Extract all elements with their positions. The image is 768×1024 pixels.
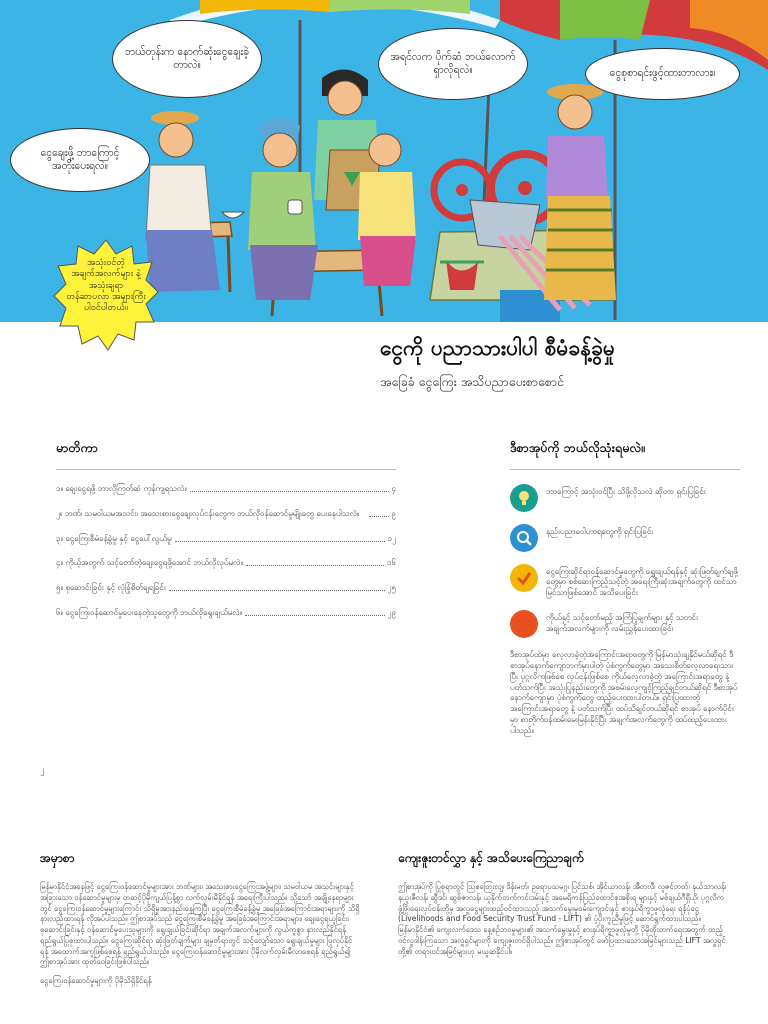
how-to-use-item <box>510 524 740 552</box>
toc-entry[interactable] <box>56 534 396 545</box>
speech-bubble-text: ငွေစုစာရင်းဖွင့်ထားတာလား။ <box>609 67 716 80</box>
tips-badge-text: အသုံးဝင်တဲ့ အချက်အလက်များ နဲ့ အသုံးချရာ တန်ဆာပလာ အများကြီး ပါဝင်ပါတယ်။ <box>66 258 146 313</box>
toc-entry-label: ၅။ စုဆောင်းခြင်း နှင့် လုံခြုံစိတ်ချရခြင်း <box>56 583 166 593</box>
table-of-contents <box>56 440 396 633</box>
tips-starburst-badge <box>52 238 160 356</box>
contents-heading: မာတိကာ <box>56 440 396 470</box>
how-to-use-item-text: ကိုယ်နှင့် သင့်တော်မည့် အကြံပြုချက်များ နှင့် သတင်းအချက်အလက်များကို လမ်းညွှန်ပေးထားခြင်း <box>546 613 698 633</box>
how-to-use-item-text: ဘာကြောင့် အသုံးဝင်ပြီး သိဖို့လိုသလဲ ဆိုတာ ရှင်းပြခြင်း <box>546 487 706 496</box>
toc-entry-label: ၄။ ကိုယ့်အတွက် သင့်တော်တဲ့ချေးငွေရဖို့အောင် ဘယ်လိုလုပ်မလဲ။ <box>56 558 243 568</box>
toc-entry-page: ၄ <box>391 484 396 493</box>
toc-entry[interactable] <box>56 558 396 569</box>
checkmark-icon <box>510 564 538 592</box>
toc-entry-page: ၉ <box>391 508 396 518</box>
acknowledgement-heading: ကျေးဇူးတင်လွှာ နှင့် အသိပေးကြေညာချက် <box>398 851 584 865</box>
how-to-use-heading: ဒီစာအုပ်ကို ဘယ်လိုသုံးရမလဲ။ <box>510 440 740 470</box>
how-to-use-paragraph: ဒီစာအုပ်ထဲမှာ လေ့လာခဲ့တဲ့အကြောင်းအရာတွေကို မြန်မာသုံးချနိုင်မယ်ဆိုရင် ဒီစာအုပ်နောက်ကျောဘက်မှာပါတဲ့ ပုံစံကွက်တွေမှာ အသေးစိတ်လေ့လာရေးသားပြီး ပုဂ္ဂလိကဖြစ်စေ လုပ်ငန်းဖြစ်စေ ကိုယ်လေ့လာခဲ့တဲ့ အကြောင်းအရာတွေ နဲ့ ပတ်သက်ပြီး အသုံးပြုနည်းတွေကို အစမ်းလေ့ကျင့်ကြည့်ချင်တယ်ဆိုရင် ဒီစာအုပ်နောက်ကျောမှာ ပုံစံကွက်တွေ ထည့်ပေးထားပါတယ်။ ရှင်းပြထားတဲ့ အကြောင်းအရာတွေ နဲ့ ပတ်သက်ပြီး ထပ်သိချင်တယ်ဆိုရင် စာအုပ် နောက်ပိုင်းမှာ စာတိုက်ဝန်ထမ်းမေးမြန်းနိုင်ပြီး အချက်အလက်တွေကို ထပ်ထည့်ပေးထားပါသည်။ <box>510 650 738 735</box>
how-to-use-item-text: နည်းပညာဝေါဟာရတွေကို ရှင်းပြခြင်း <box>546 527 654 536</box>
how-to-use-item <box>510 564 740 598</box>
toc-leader-dots <box>369 509 389 517</box>
foreword-continued-text: ငွေကြေးဝန်ဆောင်မှုများကို ပိုမိုသိရှိနိုင်ရန် <box>40 976 152 986</box>
magnifier-icon <box>510 524 538 552</box>
title-block <box>380 335 760 393</box>
page-subtitle: အခြေခံ ငွေကြေး အသိပညာပေးစာစောင် <box>380 374 564 389</box>
toc-entry-label: ၆။ ငွေကြေးဝန်ဆောင်မှုပေးနေတဲ့သူတွေကို ဘယ်လိုရွေးချယ်မလဲ။ <box>56 607 243 617</box>
speech-bubble-text: အရင်လက ပိုက်ဆံ ဘယ်လောက်ရှာလိုရလဲ။ <box>390 50 516 76</box>
speech-bubble-savings-account <box>585 48 740 100</box>
toc-entry-page: ၂၉ <box>387 607 396 617</box>
page-title: ငွေကို ပညာသားပါပါ စီမံခန့်ခွဲမှု <box>380 336 615 360</box>
toc-leader-dots <box>245 608 384 616</box>
foreword-section <box>40 850 360 987</box>
toc-entry[interactable] <box>56 484 396 495</box>
speech-bubble-interest <box>10 128 150 192</box>
speech-bubble-text: ဘယ်တုန်းက နောက်ဆုံးငွေချေးခဲ့တာလဲ။ <box>125 45 249 71</box>
toc-entry-label: ၃။ ငွေကြေးစီမံခန့်ခွဲမှု နှင့် ငွေပေါ်လွယ်မှု <box>56 533 172 543</box>
how-to-use-section <box>510 440 740 737</box>
toc-entry-label: ၂။ ဘဏ်၊ သမဝါယမအသင်း၊ အသေးစားငွေချေးလုပ်ငန်းတွေက ဘယ်လိုဝန်ဆောင်မှုမျိုးတွေ ပေးနေပါသလဲ။ <box>56 508 360 518</box>
toc-entry[interactable] <box>56 608 396 619</box>
arrows-icon <box>510 610 538 638</box>
acknowledgement-section <box>398 850 730 957</box>
toc-entry-page: ၂၅ <box>387 583 396 593</box>
toc-leader-dots <box>175 534 385 542</box>
foreword-heading: အမှာစာ <box>40 851 75 865</box>
toc-leader-dots <box>246 558 384 566</box>
speech-bubble-text: ငွေချေးဖို့ ဘာကြောင့် အတိုးပေးရလဲ။ <box>40 146 120 172</box>
toc-leader-dots <box>169 583 385 591</box>
foreword-body: မြန်မာနိုင်ငံအနေဖြင့် ငွေကြေးဝန်ဆောင်မှုများအား ဘဏ်များ၊ အသေးစားငွေကြေးအဖွဲ့များ၊ သမဝါယမ အသင်းများနှင့် အခြားသော ဝန်ဆောင်မှုများမှ တဆင့်ပိုမိုကျယ်ပြန့်စွာ လက်လှမ်းမီနိုင်ရန် အရေးကြီးပါသည်။ သို့သော် အချို့နေရာများတွင် ငွေကြေးဝန်ဆောင်မှုများကြောင်း သိရှိမှုအားနည်းနေကြပြီး ငွေကြေးစီမံခန့်ခွဲမှု အခြေခံအကြောင်းအရာများကို သိရှိနားလည်ထားရန် လိုအပ်ပါသည်။ ဤစာအုပ်သည် ငွေကြေးစီမံခန့်ခွဲမှု အခြေခံအကြောင်းအရာများ၊ ချေးငွေရယူခြင်း၊ စုဆောင်းခြင်းနှင့် ဝန်ဆောင်မှုပေးသူများကို ရွေးချယ်ခြင်းဆိုင်ရာ အချက်အလက်များကို လွယ်ကူစွာ နားလည်နိုင်ရန် ရည်ရွယ်ပြုစုထားပါသည်။ ငွေကြေးဆိုင်ရာ ဆုံးဖြတ်ချက်များ ချမှတ်ရာတွင် သင့်လျော်သော ရွေးချယ်မှုများ ပြုလုပ်နိုင်ရန် အထောက်အကူဖြစ်စေရန် ရည်ရွယ်ပါသည်။ ငွေကြေးဝန်ဆောင်မှုများအား ပိုမိုလက်လှမ်းမီလာစေရန် ရည်ရွယ်၍ ဤစာအုပ်အား ထုတ်ဝေခြင်းဖြစ်ပါသည်။ <box>40 882 360 967</box>
how-to-use-item-text: ငွေကြေးဆိုင်ရာဝန်ဆောင်မှုတွေကို ရွေးချယ်ရန်နှင့် ဆုံးဖြတ်ချက်ချဖို့တွေမှာ စစ်ဆေးကြည့်သင့်တဲ့ အရေးကြီးဆုံးအချက်တွေကို ထင်သာမြင်သာဖြစ်အောင် အသိပေးခြင်း <box>546 567 738 597</box>
page-mark: ၂ <box>40 765 45 775</box>
how-to-use-item <box>510 484 740 512</box>
speech-bubble-last-loan <box>112 20 262 98</box>
toc-entry[interactable] <box>56 583 396 594</box>
toc-entry-page: ၁၆ <box>387 558 396 568</box>
how-to-use-item <box>510 610 740 638</box>
toc-entry-label: ၁။ ချေးငွေရဖို့ ဘာလိုကြတ်ဆံ ကုန်ကျရသလဲ။ <box>56 484 187 493</box>
toc-leader-dots <box>190 484 389 492</box>
lightbulb-icon <box>510 484 538 512</box>
toc-entry-page: ၁၂ <box>387 533 396 543</box>
toc-entry[interactable] <box>56 509 396 520</box>
speech-bubble-income <box>378 28 528 100</box>
acknowledgement-body: ဤစာအုပ်ကို ပြုစုရာတွင် ဩစတြေးလျ၊ ဒိန်းမတ်၊ ဥရောပသမဂ္ဂ၊ ပြင်သစ်၊ အိုင်ယာလန်၊ အီတလီ၊ လူဇင်ဘတ်၊ နယ်သာလန်၊ နယူးဇီလန်၊ ဆွီဒင်၊ ဆွစ်ဇာလန်၊ ယူနိုက်တက်ကင်းဒမ်းနှင့် အမေရိကန်ပြည်ထောင်စုအစိုးရ များနှင့် မစ်ချယ်ဂီရှီယို၊ ပုဂ္ဂလိကဖွံ့ဖြိုးရေးလုပ်ငန်းတို့မှ အလှူငွေများထည့်ဝင်ထားသည့် အသက်မွေးမှုဝမ်းကျောင်းနှင့် စားနပ်ရိက္ခာဖူလုံရေး ရန်ပုံငွေ (Livelihoods and Food Security Trust Fund - LIFT) ၏ ပံ့ပိုးကူညီမှုဖြင့် ဆောင်ရွက်ထားပါသည်။ မြန်မာနိုင်ငံ၏ ကျေးလက်ဒေသ နေ့စဉ်ဘဝမှုများ၏ အသက်မွေးမှုနှင့် စားနပ်ရိက္ခာဖူလုံမှုတို့ ပိုမိုတိုးတက်ရေးအတွက် ထည့်ဝင်လှူဒါန်းကြသော အလှူရှင်များကို ကျေးဇူးတင်ရှိပါသည်။ ဤစာအုပ်တွင် ဖော်ပြထားသောအမြင်များသည် LIFT အလှူရှင်တို့၏ တရားဝင်အမြင်များဟု မယူဆနိုင်ပါ။ <box>398 882 726 956</box>
